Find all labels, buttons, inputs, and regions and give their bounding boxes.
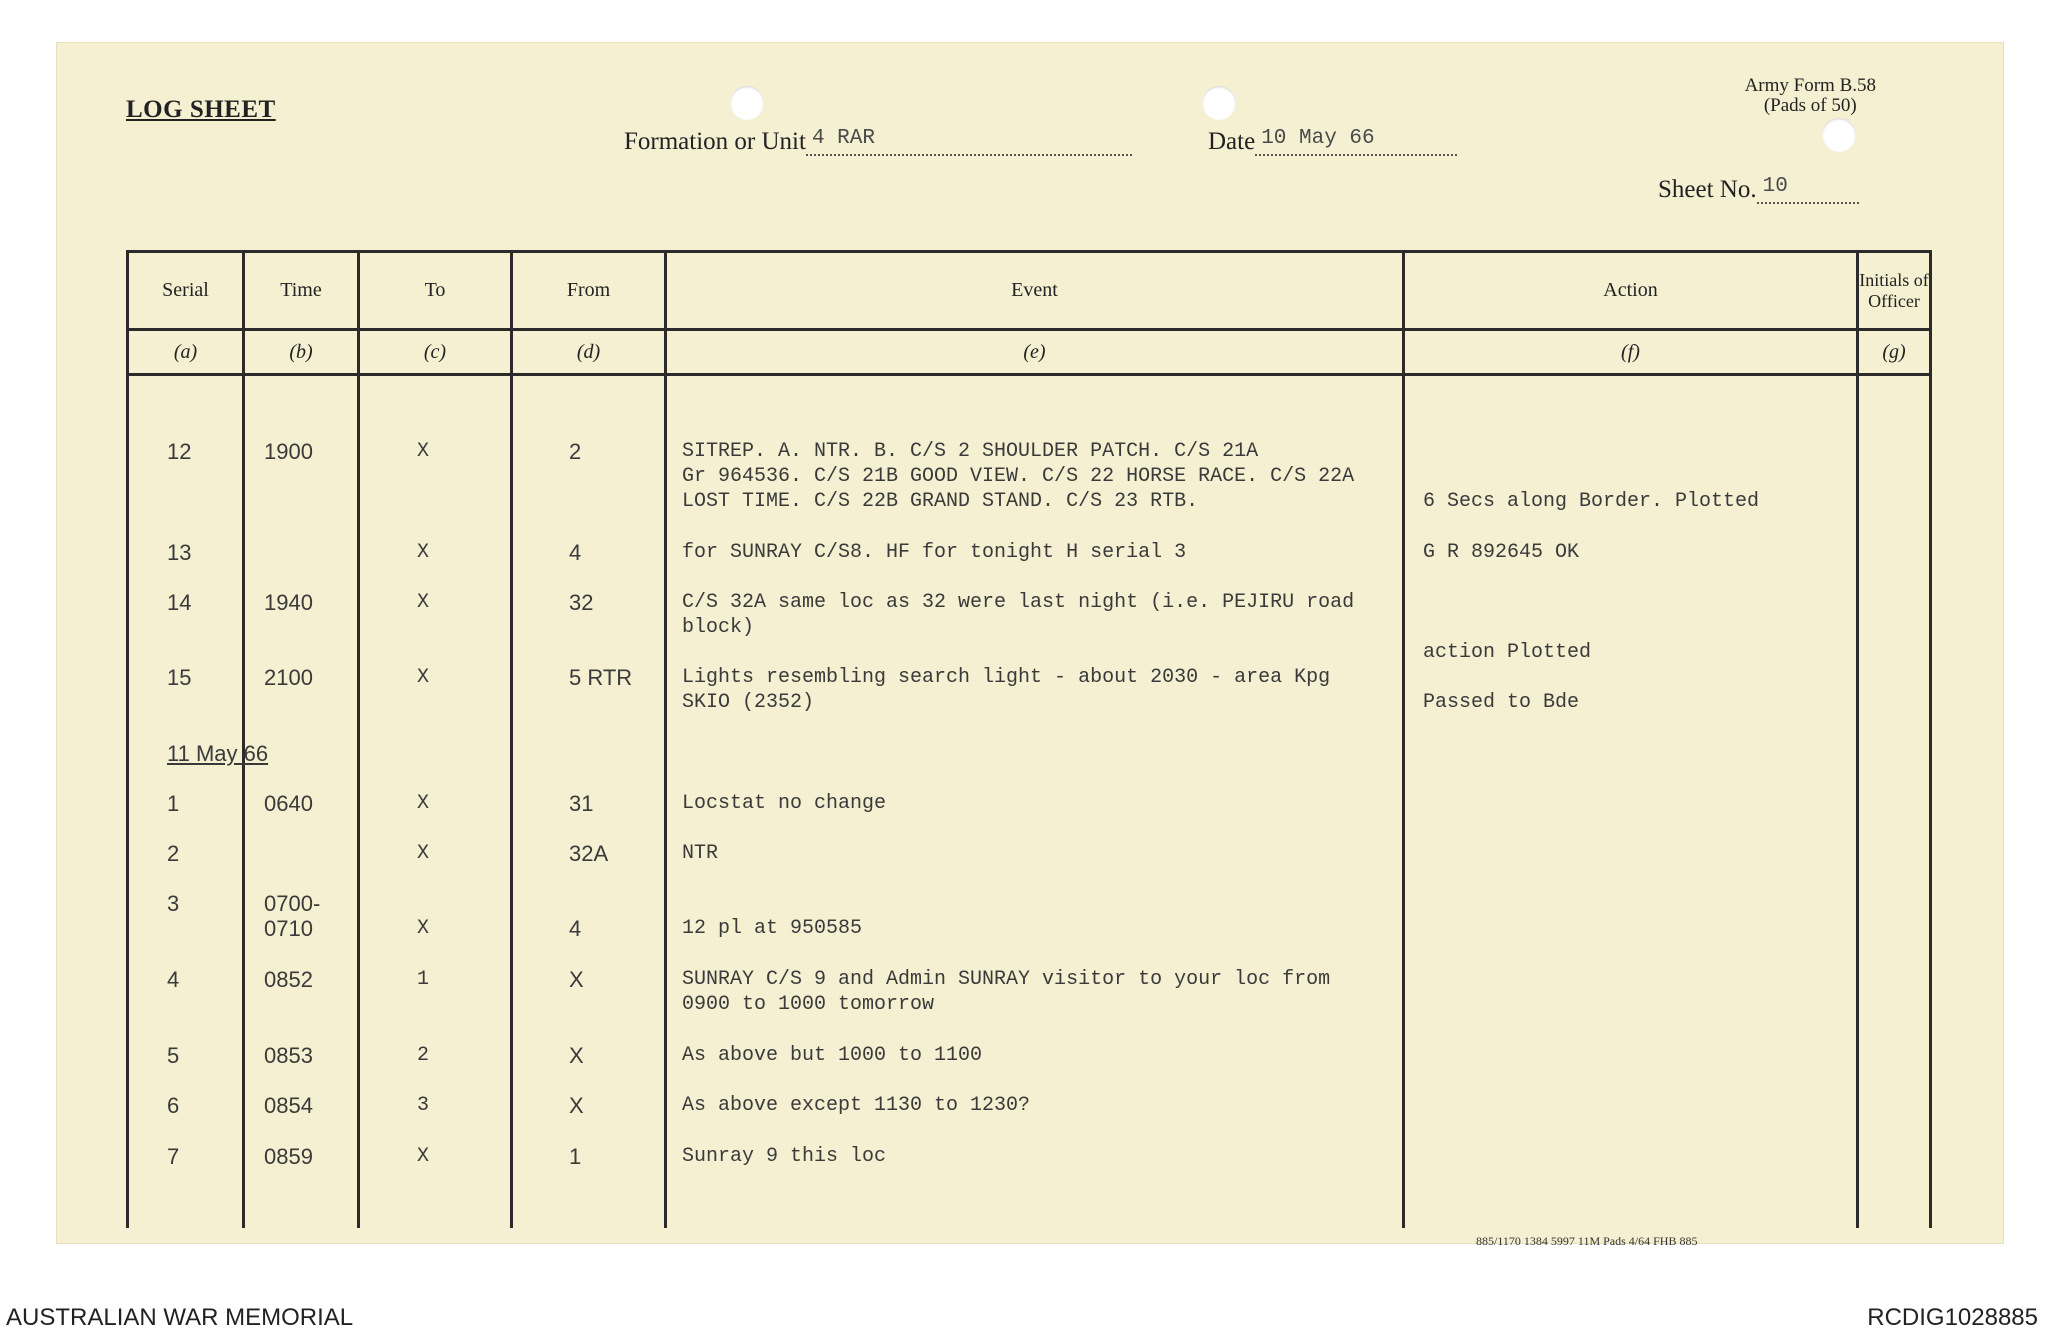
army-form-number: [1745, 76, 1876, 116]
to-cell: X: [417, 1145, 430, 1168]
from-cell: X: [569, 1043, 584, 1068]
formation-value: 4 RAR: [806, 124, 1132, 156]
action-cell: action Plotted: [1423, 641, 1592, 664]
serial-cell: 14: [167, 590, 192, 615]
date-field: [1208, 124, 1457, 156]
to-cell: X: [417, 591, 430, 614]
to-cell: X: [417, 440, 430, 463]
subheader-a: (a): [173, 340, 198, 363]
from-cell: 32: [569, 590, 594, 615]
event-cell: SITREP. A. NTR. B. C/S 2 SHOULDER PATCH. C/S 21A Gr 964536. C/S 21B GOOD VIEW. C/S 22 HORSE RACE. C/S 22A LOST TIME. C/S 22B GRAND STAND. C/S 23 RTB.: [682, 440, 1355, 513]
serial-cell: 1: [167, 791, 180, 816]
subheader-d: (d): [576, 340, 601, 363]
to-cell: X: [417, 666, 430, 689]
event-cell: for SUNRAY C/S8. HF for tonight H serial 3: [682, 541, 1187, 564]
formation-label: Formation or Unit: [624, 128, 806, 155]
time-cell: 0859: [264, 1144, 313, 1169]
from-cell: 32A: [569, 841, 609, 866]
subheader-c: (c): [423, 340, 447, 363]
from-cell: 4: [569, 540, 582, 565]
punch-hole: [1822, 118, 1856, 152]
action-cell: G R 892645 OK: [1423, 541, 1580, 564]
log-sheet-page: [56, 42, 2004, 1248]
event-cell: Locstat no change: [682, 792, 887, 815]
army-form-label: Army Form B.58: [1744, 75, 1876, 96]
to-cell: X: [417, 917, 430, 940]
sheet-number-field: [1658, 172, 1859, 204]
event-cell: SUNRAY C/S 9 and Admin SUNRAY visitor to your loc from 0900 to 1000 tomorrow: [682, 968, 1331, 1016]
action-cell: Passed to Bde: [1423, 691, 1580, 714]
serial-cell: 12: [167, 439, 192, 464]
from-cell: X: [569, 967, 584, 992]
archive-id: RCDIG1028885: [1867, 1304, 2038, 1331]
archive-name: AUSTRALIAN WAR MEMORIAL: [6, 1304, 354, 1331]
from-cell: 5 RTR: [569, 665, 633, 690]
from-cell: X: [569, 1093, 584, 1118]
event-cell: As above except 1130 to 1230?: [682, 1094, 1031, 1117]
header-time: Time: [280, 279, 322, 301]
from-cell: 2: [569, 439, 582, 464]
time-cell: 2100: [264, 665, 313, 690]
formation-field: [624, 124, 1132, 156]
time-cell: 0854: [264, 1093, 313, 1118]
from-cell: 31: [569, 791, 594, 816]
punch-hole: [730, 86, 764, 120]
to-cell: X: [417, 541, 430, 564]
event-cell: As above but 1000 to 1100: [682, 1044, 983, 1067]
subheader-g: (g): [1882, 340, 1906, 363]
to-cell: X: [417, 792, 430, 815]
event-cell: 12 pl at 950585: [682, 917, 863, 940]
time-cell: 1900: [264, 439, 313, 464]
time-cell: 1940: [264, 590, 313, 615]
subheader-f: (f): [1621, 340, 1640, 363]
sheet-number-label: Sheet No.: [1658, 176, 1757, 203]
to-cell: X: [417, 842, 430, 865]
time-cell: 0852: [264, 967, 313, 992]
serial-cell: 2: [167, 841, 180, 866]
header-event: Event: [1011, 279, 1058, 301]
from-cell: 4: [569, 916, 582, 941]
from-cell: 1: [569, 1144, 582, 1169]
serial-cell: 6: [167, 1093, 180, 1118]
event-cell: Sunray 9 this loc: [682, 1145, 887, 1168]
to-cell: 3: [417, 1094, 430, 1117]
serial-cell: 5: [167, 1043, 180, 1068]
header-initials: Initials of Officer: [1859, 269, 1929, 311]
time-cell: 0640: [264, 791, 313, 816]
serial-cell: 15: [167, 665, 192, 690]
to-cell: 1: [417, 968, 430, 991]
print-code: 885/1170 1384 5997 11M Pads 4/64 FHB 885: [1476, 1234, 1698, 1248]
serial-cell: 3: [167, 891, 180, 916]
subheader-e: (e): [1023, 340, 1046, 363]
date-label: Date: [1208, 128, 1256, 155]
serial-cell: 7: [167, 1144, 180, 1169]
header-action: Action: [1603, 279, 1658, 301]
header-serial: Serial: [162, 279, 209, 301]
to-cell: 2: [417, 1044, 430, 1067]
time-cell: 0700- 0710: [264, 891, 321, 941]
date-value: 10 May 66: [1255, 124, 1457, 156]
subheader-b: (b): [289, 340, 313, 363]
serial-cell: 13: [167, 540, 192, 565]
event-cell: C/S 32A same loc as 32 were last night (i.e. PEJIRU road block): [682, 591, 1355, 639]
event-cell: Lights resembling search light - about 2030 - area Kpg SKIO (2352): [682, 666, 1331, 714]
pads-label: (Pads of 50): [1763, 95, 1857, 116]
header-to: To: [424, 279, 446, 301]
log-table: [126, 250, 1932, 1228]
punch-hole: [1202, 86, 1236, 120]
time-cell: 0853: [264, 1043, 313, 1068]
sheet-number-value: 10: [1757, 172, 1859, 204]
event-cell: NTR: [682, 842, 719, 865]
form-title: LOG SHEET: [126, 96, 276, 123]
header-from: From: [566, 279, 611, 301]
date-break: 11 May 66: [167, 741, 269, 766]
serial-cell: 4: [167, 967, 180, 992]
action-cell: 6 Secs along Border. Plotted: [1423, 490, 1760, 513]
